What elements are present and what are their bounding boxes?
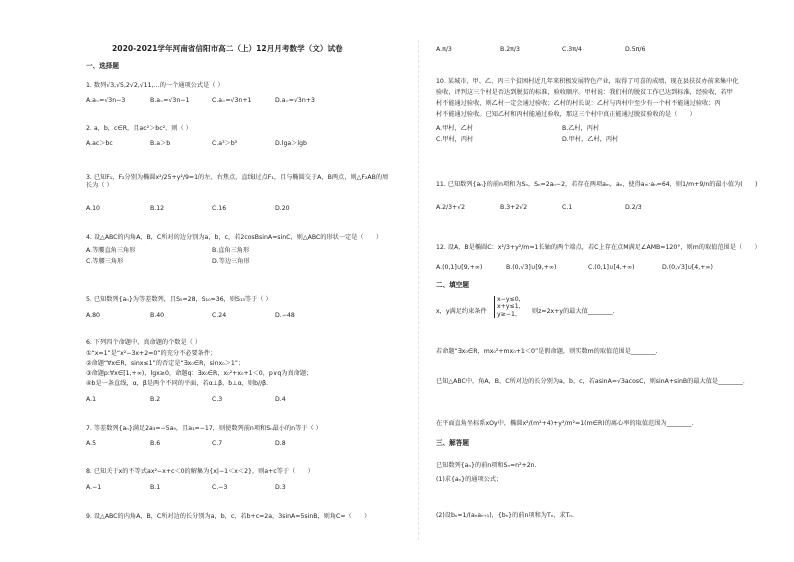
ans1-part-1: (1)求{aₙ}的通项公式；: [436, 476, 503, 483]
q8-opt-c: C.−3: [212, 484, 228, 491]
q7-opt-c: C.7: [212, 440, 223, 447]
q10-line-3: 村不能通过验收，则乙村一定会通过验收；乙村的村长说：乙村与丙村中至少有一个村不能通过验收；丙: [436, 100, 721, 107]
fill3-text: 已知△ABC中，角A，B，C所对边的长分别为a，b，c，若asinA=√3acosC，则sinA+sinB的最大值是________.: [436, 378, 745, 385]
q3-opt-d: D.20: [275, 205, 290, 212]
q4-opt-d: D.等边三角形: [212, 258, 250, 265]
q12-opt-a: A.(0,1]∪[9,+∞): [436, 264, 483, 271]
q12-stem: 12. 设A，B是椭圆C：x²/3+y²/m=1长轴的两个端点，若C上存在点M满足∠AMB=120°，则m的取值范围是（ ）: [436, 244, 761, 251]
q7-opt-d: D.8: [275, 440, 286, 447]
q6-line-1: ①“x=1”是“x²−3x+2=0”的充分不必要条件；: [86, 350, 217, 357]
q11-opt-d: D.2/3: [625, 204, 642, 211]
q10-line-1: 10. 某城市，甲、乙、丙三个贫困村近几年来积极发展特色产业，取得了可喜的成绩，现在县扶贫办前来集中化: [436, 78, 739, 85]
q6-line-4: ④b是一条直线，α，β是两个不同的平面，若α⊥β，b⊥α，则b//β.: [86, 380, 269, 387]
q6-opt-a: A.1: [86, 396, 97, 403]
q11-stem: 11. 已知数列{aₙ}的前n项和为Sₙ，Sₙ=2aₙ−2，若存在两项aₘ，aₙ，使得aₘ·aₙ=64，则1/m+9/n的最小值为( ): [436, 181, 758, 188]
q6-opt-c: C.3: [212, 396, 223, 403]
q12-opt-d: D.(0,√3]∪[4,+∞): [662, 264, 713, 271]
ans1-part-2: (2)设bₙ=1/(aₙaₙ₊₁)，{bₙ}的前n项和为Tₙ，求Tₙ.: [436, 512, 574, 519]
q7-stem: 7. 等差数列{aₙ}满足2a₃=−5a₉，且a₁=−17，则使数列前n项和Sₙ最小的n等于（ ）: [86, 425, 322, 432]
q5-opt-d: D.−48: [275, 312, 295, 319]
q1-opt-b: B.a₌=√3n−1: [150, 97, 190, 104]
q6-stem: 6. 下列四个命题中，真命题的个数是（ ）: [86, 339, 202, 346]
q8-stem: 8. 已知关于x的不等式ax²−x+c＜0的解集为{x|−1＜x＜2}，则a+c等于（ ）: [86, 468, 314, 475]
q10-opt-a: A.甲村，乙村: [436, 125, 474, 132]
q9-opt-a: A.π/3: [436, 46, 452, 53]
column-divider: [418, 40, 419, 540]
q9-stem: 9. 设△ABC的内角A，B，C所对边的长分别为a，b，c，若b+c=2a，3sinA=5sinB，则角C=（ ）: [86, 513, 371, 520]
q12-opt-c: C.(0,1]∪[4,+∞): [588, 264, 635, 271]
q8-opt-a: A.−1: [86, 484, 102, 491]
q1-opt-a: A.a₌=√3n−3: [86, 97, 126, 104]
q9-opt-d: D.5π/6: [625, 46, 646, 53]
q1-stem: 1. 数列√3,√5,2√2,√11,…的一个通项公式是（ ）: [86, 82, 224, 89]
q3-opt-a: A.10: [86, 205, 100, 212]
q2-opt-c: C.a³＞b³: [212, 140, 238, 147]
q2-opt-d: D.lga＞lgb: [275, 140, 307, 147]
q11-opt-a: A.2/3+√2: [436, 204, 466, 211]
q5-opt-b: B.40: [150, 312, 165, 319]
q12-opt-b: B.(0,√3]∪[9,+∞): [506, 264, 557, 271]
q8-opt-d: D.3: [275, 484, 286, 491]
q7-opt-b: B.6: [150, 440, 161, 447]
q11-opt-c: C.1: [562, 204, 573, 211]
q3-opt-b: B.12: [150, 205, 165, 212]
section-choice: 一、选择题: [86, 62, 119, 70]
section-fill: 二、填空题: [436, 281, 469, 289]
q4-opt-c: C.等腰三角形: [86, 258, 124, 265]
fill2-text: 若命题“∃x₀∈R，mx₀²+mx₀+1＜0”是假命题，则实数m的取值范围是________.: [436, 348, 658, 355]
fill1-cond-1: x−y≤0,: [497, 296, 521, 303]
q6-opt-d: D.4: [275, 396, 286, 403]
q1-opt-c: C.a₌=√3n+1: [212, 97, 252, 104]
fill1-conditions: [494, 296, 521, 318]
q11-opt-b: B.3+2√2: [500, 204, 528, 211]
q5-opt-c: C.24: [212, 312, 227, 319]
q5-opt-a: A.80: [86, 312, 100, 319]
q10-opt-c: C.甲村，丙村: [436, 136, 474, 143]
q6-opt-b: B.2: [150, 396, 161, 403]
fill1-suffix: 则z=2x+y的最大值________.: [532, 308, 615, 315]
q4-stem: 4. 设△ABC的内角A，B，C所对的边分别为a，b，c，若2cosBsinA=sinC，则△ABC的形状一定是（ ）: [86, 234, 383, 241]
q4-opt-b: B.直角三角形: [212, 247, 250, 254]
q6-line-3: ③命题p:∀x∈[1,+∞)，lgx≥0，命题q：∃x₀∈R，x₀²+x₀+1＜0，p∨q为真命题；: [86, 370, 313, 377]
q10-opt-d: D.甲村，乙村，丙村: [562, 136, 619, 143]
fill1-cond-2: x+y≤1,: [497, 303, 521, 311]
q9-opt-c: C.3π/4: [562, 46, 582, 53]
fill1-cond-3: y≥−1,: [497, 310, 517, 318]
q10-line-2: 验收，评判这三个村是否达到脱贫的标准，验收顺序。甲村说：我们村的脱贫工作已达到标准，经验收，若甲: [436, 89, 733, 96]
q9-opt-b: B.2π/3: [500, 46, 520, 53]
q3-opt-c: C.16: [212, 205, 227, 212]
q10-opt-b: B.乙村，丙村: [562, 125, 600, 132]
ans1-stem: 已知数列{aₙ}的前n项和Sₙ=n²+2n.: [436, 462, 537, 469]
q2-opt-a: A.ac＞bc: [86, 140, 113, 147]
fill1-prefix: x，y满足约束条件: [436, 308, 487, 315]
q8-opt-b: B.1: [150, 484, 161, 491]
section-answer: 三、解答题: [436, 439, 469, 447]
paper-title: 2020-2021学年河南省信阳市高二（上）12月月考数学（文）试卷: [112, 44, 343, 53]
q5-stem: 5. 已知数列{aₙ}为等差数列，且S₅=28，S₁₀=36，则S₁₅等于（ ）: [86, 296, 272, 303]
q2-opt-b: B.a＞b: [150, 140, 171, 147]
fill4-text: 在平面直角坐标系xOy中，椭圆x²/(m²+4)+y²/m²=1(m∈R)的离心率的取值范围为________.: [436, 420, 694, 427]
q3-stem: 3. 已知F₁，F₂分别为椭圆x²/25+y²/9=1的左、右焦点，直线l过点F₁，且与椭圆交于A，B两点，则△F₂AB的周长为（ ）: [86, 174, 389, 189]
q6-line-2: ②命题“∀x∈R，sinx≤1”的否定是“∃x₀∈R，sinx₀＞1”；: [86, 360, 245, 367]
q2-stem: 2. a，b，c∈R，且ac²＞bc²，则（ ）: [86, 125, 192, 132]
q7-opt-a: A.5: [86, 440, 97, 447]
q4-opt-a: A.等腰直角三角形: [86, 247, 136, 254]
q10-line-4: 村不能通过验收。已知乙村和丙村能通过验收，那这三个村中真正能通过脱贫验收的是（ ）: [436, 111, 696, 118]
q1-opt-d: D.a₌=√3n+3: [275, 97, 315, 104]
